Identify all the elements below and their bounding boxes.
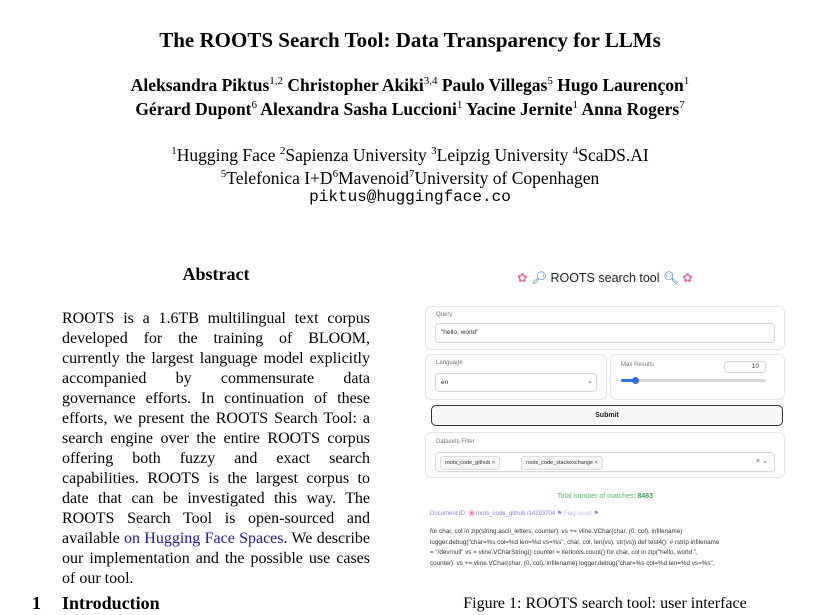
section-heading: [32, 593, 160, 614]
author-name: Yacine Jernite$^1$: [466, 99, 579, 119]
chevron-down-icon[interactable]: ⌄: [587, 378, 593, 385]
abstract-text-end: . We describe our implementation and the possible use cases of our tool.: [62, 530, 370, 587]
paper-title: The ROOTS Search Tool: Data Transparency for LLMs: [159, 28, 661, 52]
flag-result-link[interactable]: Flag result: [563, 511, 592, 517]
affiliation: $^3$Leipzig University: [431, 145, 569, 165]
abstract-heading: Abstract: [182, 264, 250, 284]
affiliation: $^5$Telefonica I+D: [220, 168, 333, 188]
abstract-body: [62, 309, 370, 589]
max-results-label: Max Results: [621, 362, 655, 368]
flower-icon: ✿: [517, 271, 528, 285]
affiliations-line-2: [0, 163, 820, 190]
section-title: Introduction: [62, 593, 160, 613]
total-value: 8463: [637, 493, 654, 500]
author-name: Aleksandra Piktus$^{1,2}$: [130, 75, 284, 95]
contact-email[interactable]: piktus@huggingface.co: [309, 188, 511, 206]
document-text: [430, 527, 785, 569]
submit-button[interactable]: Submit: [431, 405, 783, 426]
author-name: Gérard Dupont$^6$: [135, 99, 257, 119]
language-select[interactable]: en: [435, 373, 597, 392]
author-name: Christopher Akiki$^{3,4}$: [287, 75, 438, 95]
author-name: Anna Rogers$^7$: [581, 99, 685, 119]
flower-icon: ✿: [682, 271, 693, 285]
figure-ui-screenshot: [420, 262, 790, 582]
max-results-slider-knob[interactable]: [632, 377, 639, 384]
affiliation: $^4$ScaDS.AI: [572, 145, 649, 165]
authors-line-2: [0, 94, 820, 120]
chip-label: roots_code_github: [445, 460, 491, 466]
spaces-link[interactable]: on Hugging Face Spaces: [124, 530, 284, 547]
abstract-text: ROOTS is a 1.6TB multilingual text corpus developed for the training of BLOOM, currently the largest language model explicitly accompanied by commensurate data governance efforts. In continuation of these efforts, we present the ROOTS Search Tool: a search engine over the entire ROOTS corpus offering both fuzzy and exact search capabilities. ROOTS is the largest corpus to date that can be investigated this way. The ROOTS Search Tool is open-sourced and available: [62, 310, 370, 547]
datasets-filter-label: Datasets Filter: [436, 439, 475, 445]
doc-line: for char, col in zip(string.ascii_letters, counter): vs += vline.VChar(char, (0, col), infilename): [430, 528, 683, 535]
max-results-slider-track[interactable]: [621, 379, 766, 382]
document-id: [430, 510, 599, 517]
flag-icon[interactable]: ⚑: [593, 511, 600, 517]
total-matches: [420, 493, 790, 500]
affiliation: $^7$University of Copenhagen: [409, 168, 600, 188]
doc-id-label: Document ID:: [430, 511, 467, 517]
query-label: Query: [436, 312, 453, 318]
dataset-chip-github[interactable]: [440, 456, 500, 470]
affiliation: $^2$Sapienza University: [279, 145, 427, 165]
author-name: Hugo Laurençon$^1$: [557, 75, 690, 95]
section-number: 1: [32, 593, 41, 613]
doc-line: = "/dev/null" vs = vline.VCharString() counter = itertools.count() for char, col in zip("hello, world ",: [430, 549, 698, 556]
datasets-filter-panel: [425, 432, 785, 478]
app-title: [420, 270, 790, 286]
doc-line: logger.debug("char=%s col=%d len=%d vs=%s", char, col, len(vs), str(vs)) def test4(): # rstrip infilename: [430, 538, 720, 546]
close-icon[interactable]: ×: [491, 460, 496, 466]
max-results-panel: [610, 354, 785, 400]
author-name: Alexandra Sasha Luccioni$^1$: [260, 99, 463, 119]
doc-id-value: 🌸roots_code_github /14293704: [468, 511, 556, 517]
query-panel: [425, 306, 785, 350]
max-results-number[interactable]: 10: [724, 361, 766, 373]
language-label: Language: [436, 360, 463, 366]
close-icon[interactable]: ×: [594, 460, 598, 466]
total-label: Total number of matches:: [556, 493, 636, 500]
author-name: Paulo Villegas$^5$: [441, 75, 553, 95]
authors-line-1: [0, 70, 820, 96]
figure-caption: Figure 1: ROOTS search tool: user interface: [463, 595, 747, 612]
language-panel: [425, 354, 607, 400]
flag-icon[interactable]: ⚑: [556, 511, 563, 517]
affiliation: $^1$Hugging Face: [171, 145, 276, 165]
affiliation: $^6$Mavenoid: [332, 168, 410, 188]
dataset-chip-stackexchange[interactable]: [521, 456, 603, 470]
magnifier-icon: 🔍︎: [663, 271, 679, 285]
app-title-text: ROOTS search tool: [550, 271, 660, 285]
magnifier-icon: 🔎︎: [531, 271, 547, 285]
clear-icon[interactable]: × ⌄: [756, 458, 768, 465]
query-input[interactable]: "hello, world": [435, 323, 775, 343]
doc-line: counter): vs += vline.VChar(char, (0, col), infilename) logger.debug("char=%s col=%d len=%d vs=%s",: [430, 559, 715, 567]
chip-label: roots_code_stackexchange: [526, 460, 593, 466]
